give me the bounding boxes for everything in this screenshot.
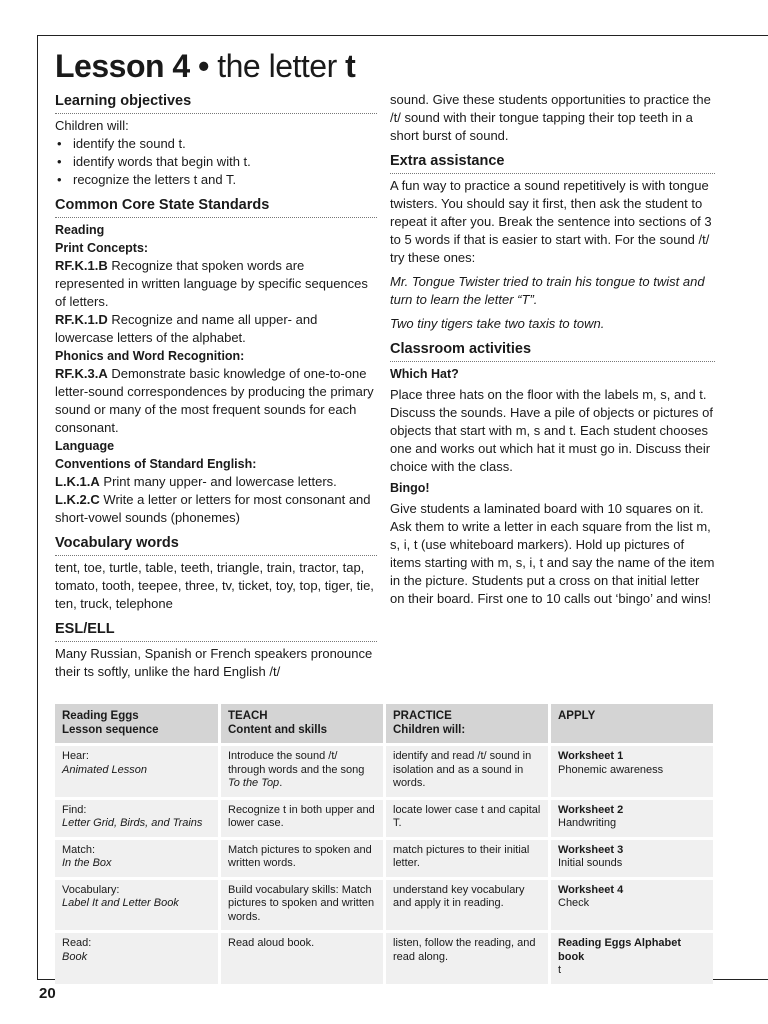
standard-text: Recognize that spoken words are represented in written language by specific sequences of letters. — [55, 258, 368, 309]
esl-continued-text: sound. Give these students opportunities to practice the /t/ sound with their tongue tapping their top teeth in a short burst of sound. — [390, 92, 711, 143]
table-cell: locate lower case t and capital T. — [386, 797, 551, 837]
extra-assistance-heading: Extra assistance — [390, 152, 715, 174]
table-row — [55, 743, 713, 797]
standard-code: L.K.2.C — [55, 492, 100, 507]
learning-objectives-heading: Learning objectives — [55, 92, 377, 114]
right-column — [390, 91, 715, 615]
table-cell: Hear: Animated Lesson — [55, 743, 221, 797]
standard-item — [55, 311, 377, 347]
list-item: • identify words that begin with t. — [55, 153, 377, 171]
objectives-intro: Children will: — [55, 118, 129, 133]
phonics-subheading: Phonics and Word Recognition: — [55, 349, 245, 363]
activity-text: Place three hats on the floor with the labels m, s, and t. Discuss the sounds. Have a pile of objects or pictures of objects that start with m, s and t. Each student chooses one and works out which hat it must go in. Discuss their choice with the class. — [390, 387, 713, 474]
table-cell: Read aloud book. — [221, 930, 386, 984]
table-cell: Worksheet 4 Check — [551, 877, 713, 931]
table-cell: Recognize t in both upper and lower case. — [221, 797, 386, 837]
extra-assistance-section — [390, 152, 715, 333]
print-concepts-subheading: Print Concepts: — [55, 241, 149, 255]
activity-text: Give students a laminated board with 10 squares on it. Ask them to write a letter in each square from the list m, s, i, t (use whiteboard markers). Hold up pictures of items starting with m, s, i, t and say the name of the item in the picture. Students put a cross on that initial letter on their board. First one to 10 calls out ‘bingo’ and wins! — [390, 501, 715, 606]
table-row — [55, 797, 713, 837]
standard-code: RF.K.3.A — [55, 366, 108, 381]
table-cell: understand key vocabulary and apply it in reading. — [386, 877, 551, 931]
title-letter: t — [345, 48, 356, 84]
standard-text: Demonstrate basic knowledge of one-to-one letter-sound correspondences by producing the primary sound or many of the most frequent sounds for each consonant. — [55, 366, 374, 435]
table-cell: Read: Book — [55, 930, 221, 984]
page-number: 20 — [39, 985, 56, 1002]
standard-text: Print many upper- and lowercase letters. — [99, 474, 337, 489]
esl-heading: ESL/ELL — [55, 620, 377, 642]
learning-objectives-section — [55, 92, 377, 189]
objectives-list — [55, 135, 377, 189]
table-cell: Worksheet 3 Initial sounds — [551, 837, 713, 877]
classroom-activities-heading: Classroom activities — [390, 340, 715, 362]
table-cell: Build vocabulary skills: Match pictures to spoken and written words. — [221, 877, 386, 931]
table-cell: Match: In the Box — [55, 837, 221, 877]
column-header: Reading Eggs Lesson sequence — [55, 704, 221, 743]
table-cell: listen, follow the reading, and read along. — [386, 930, 551, 984]
vocabulary-section — [55, 534, 377, 613]
table-cell: identify and read /t/ sound in isolation and as a sound in words. — [386, 743, 551, 797]
table-cell: Reading Eggs Alphabet book t — [551, 930, 713, 984]
classroom-activities-section — [390, 340, 715, 608]
lesson-number: Lesson 4 — [55, 48, 190, 84]
list-item: • identify the sound t. — [55, 135, 377, 153]
lesson-sequence-table — [55, 704, 713, 984]
conventions-subheading: Conventions of Standard English: — [55, 457, 257, 471]
list-item: • recognize the letters t and T. — [55, 171, 377, 189]
table-row — [55, 930, 713, 984]
standard-text: Write a letter or letters for most consonant and short-vowel sounds (phonemes) — [55, 492, 371, 525]
table-row — [55, 837, 713, 877]
column-header: TEACH Content and skills — [221, 704, 386, 743]
table-cell: Vocabulary: Label It and Letter Book — [55, 877, 221, 931]
table-header-row — [55, 704, 713, 743]
column-header: PRACTICE Children will: — [386, 704, 551, 743]
esl-section — [55, 620, 377, 681]
standard-code: RF.K.1.B — [55, 258, 108, 273]
standards-heading: Common Core State Standards — [55, 196, 377, 218]
activity-title: Which Hat? — [390, 367, 459, 381]
vocabulary-heading: Vocabulary words — [55, 534, 377, 556]
extra-assistance-text: A fun way to practice a sound repetitively is with tongue twisters. You should say it first, then ask the student to repeat it after you. Break the sentence into sections of 3 to 5 words if that is easier to start with. For the sound /t/ try these ones: — [390, 178, 712, 265]
table-cell: Find: Letter Grid, Birds, and Trains — [55, 797, 221, 837]
standard-item — [55, 473, 377, 491]
table-cell: match pictures to their initial letter. — [386, 837, 551, 877]
table-cell: Worksheet 2 Handwriting — [551, 797, 713, 837]
column-header: APPLY — [551, 704, 713, 743]
esl-text: Many Russian, Spanish or French speakers pronounce their ts softly, unlike the hard English /t/ — [55, 646, 373, 679]
standard-code: RF.K.1.D — [55, 312, 108, 327]
table-cell: Introduce the sound /t/ through words and the song To the Top. — [221, 743, 386, 797]
table-cell: Worksheet 1 Phonemic awareness — [551, 743, 713, 797]
vocabulary-text: tent, toe, turtle, table, teeth, triangle, train, tractor, tap, tomato, tooth, teepee, three, tv, ticket, toy, top, tiger, tie, ten, truck, telephone — [55, 560, 374, 611]
reading-subheading: Reading — [55, 223, 105, 237]
tongue-twister: Two tiny tigers take two taxis to town. — [390, 316, 605, 331]
left-column — [55, 92, 377, 688]
standards-section — [55, 196, 377, 527]
standard-item — [55, 257, 377, 311]
title-text: the letter — [217, 48, 337, 84]
table-row — [55, 877, 713, 931]
standard-item — [55, 491, 377, 527]
standard-code: L.K.1.A — [55, 474, 100, 489]
esl-continued — [390, 91, 715, 145]
table-cell: Match pictures to spoken and written words. — [221, 837, 386, 877]
title-bullet: • — [198, 48, 209, 84]
standard-text: Recognize and name all upper- and lowercase letters of the alphabet. — [55, 312, 318, 345]
page-title — [55, 46, 355, 86]
language-subheading: Language — [55, 439, 115, 453]
tongue-twister: Mr. Tongue Twister tried to train his tongue to twist and turn to learn the letter “T”. — [390, 274, 705, 307]
standard-item — [55, 365, 377, 437]
activity-title: Bingo! — [390, 481, 430, 495]
